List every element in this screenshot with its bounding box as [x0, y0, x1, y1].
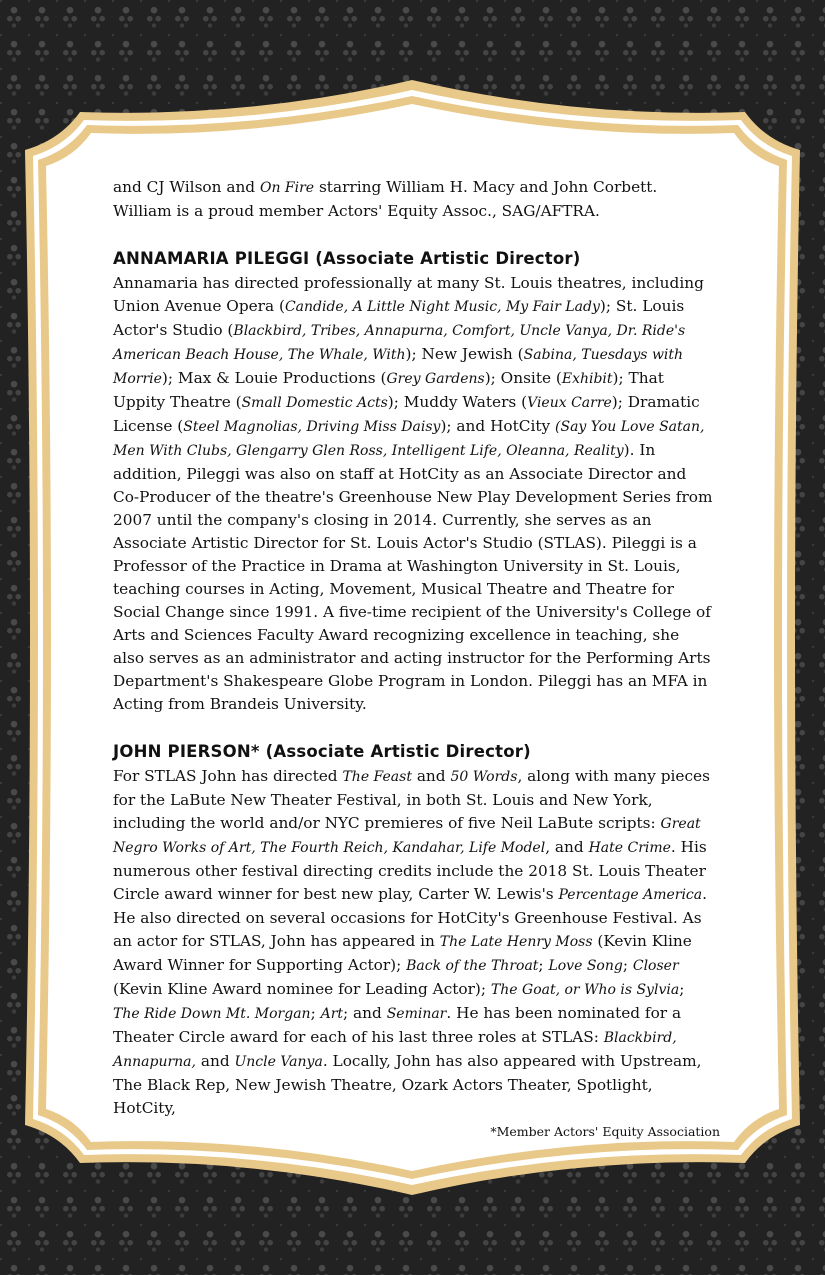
bio-content [113, 176, 713, 1120]
bio-continuation: and CJ Wilson and On Fire starring William H. Macy and John Corbett. William is a proud member Actors' Equity Assoc., SAG/AFTRA. [113, 178, 658, 220]
bio-heading-pileggi: ANNAMARIA PILEGGI (Associate Artistic Director) [113, 249, 581, 268]
bio-heading-pierson: JOHN PIERSON* (Associate Artistic Director) [113, 742, 531, 761]
bio-text-pierson: For STLAS John has directed The Feast and 50 Words, along with many pieces for the LaBute New Theater Festival, in both St. Louis and New York, including the world and/or NYC premieres of five Neil LaBute scripts: Great Negro Works of Art, The Fourth Reich, Kandahar, Life Model, and Hate Crime. His numerous other festival directing credits include the 2018 St. Louis Theater Circle award winner for best new play, Carter W. Lewis's Percentage America. He also directed on several occasions for HotCity's Greenhouse Festival. As an actor for STLAS, John has appeared in The Late Henry Moss (Kevin Kline Award Winner for Supporting Actor); Back of the Throat; Love Song; Closer (Kevin Kline Award nominee for Leading Actor); The Goat, or Who is Sylvia; The Ride Down Mt. Morgan; Art; and Seminar. He has been nominated for a Theater Circle award for each of his last three roles at STLAS: Blackbird, Annapurna, and Uncle Vanya. Locally, John has also appeared with Upstream, The Black Rep, New Jewish Theatre, Ozark Actors Theater, Spotlight, HotCity, [113, 767, 710, 1117]
equity-footnote: *Member Actors' Equity Association [490, 1124, 720, 1139]
bio-text-pileggi: Annamaria has directed professionally at many St. Louis theatres, including Union Avenue Opera (Candide, A Little Night Music, My Fair Lady); St. Louis Actor's Studio (Blackbird, Tribes, Annapurna, Comfort, Uncle Vanya, Dr. Ride's American Beach House, The Whale, With); New Jewish (Sabina, Tuesdays with Morrie); Max & Louie Productions (Grey Gardens); Onsite (Exhibit); That Uppity Theatre (Small Domestic Acts); Muddy Waters (Vieux Carre); Dramatic License (Steel Magnolias, Driving Miss Daisy); and HotCity (Say You Love Satan, Men With Clubs, Glengarry Glen Ross, Intelligent Life, Oleanna, Reality). In addition, Pileggi was also on staff at HotCity as an Associate Director and Co-Producer of the theatre's Greenhouse New Play Development Series from 2007 until the company's closing in 2014. Currently, she serves as an Associate Artistic Director for St. Louis Actor's Studio (STLAS). Pileggi is a Professor of the Practice in Drama at Washington University in St. Louis, teaching courses in Acting, Movement, Musical Theatre and Theatre for Social Change since 1991. A five-time recipient of the University's College of Arts and Sciences Faculty Award recognizing excellence in teaching, she also serves as an administrator and acting instructor for the Performing Arts Department's Shakespeare Globe Program in London. Pileggi has an MFA in Acting from Brandeis University. [113, 274, 713, 713]
